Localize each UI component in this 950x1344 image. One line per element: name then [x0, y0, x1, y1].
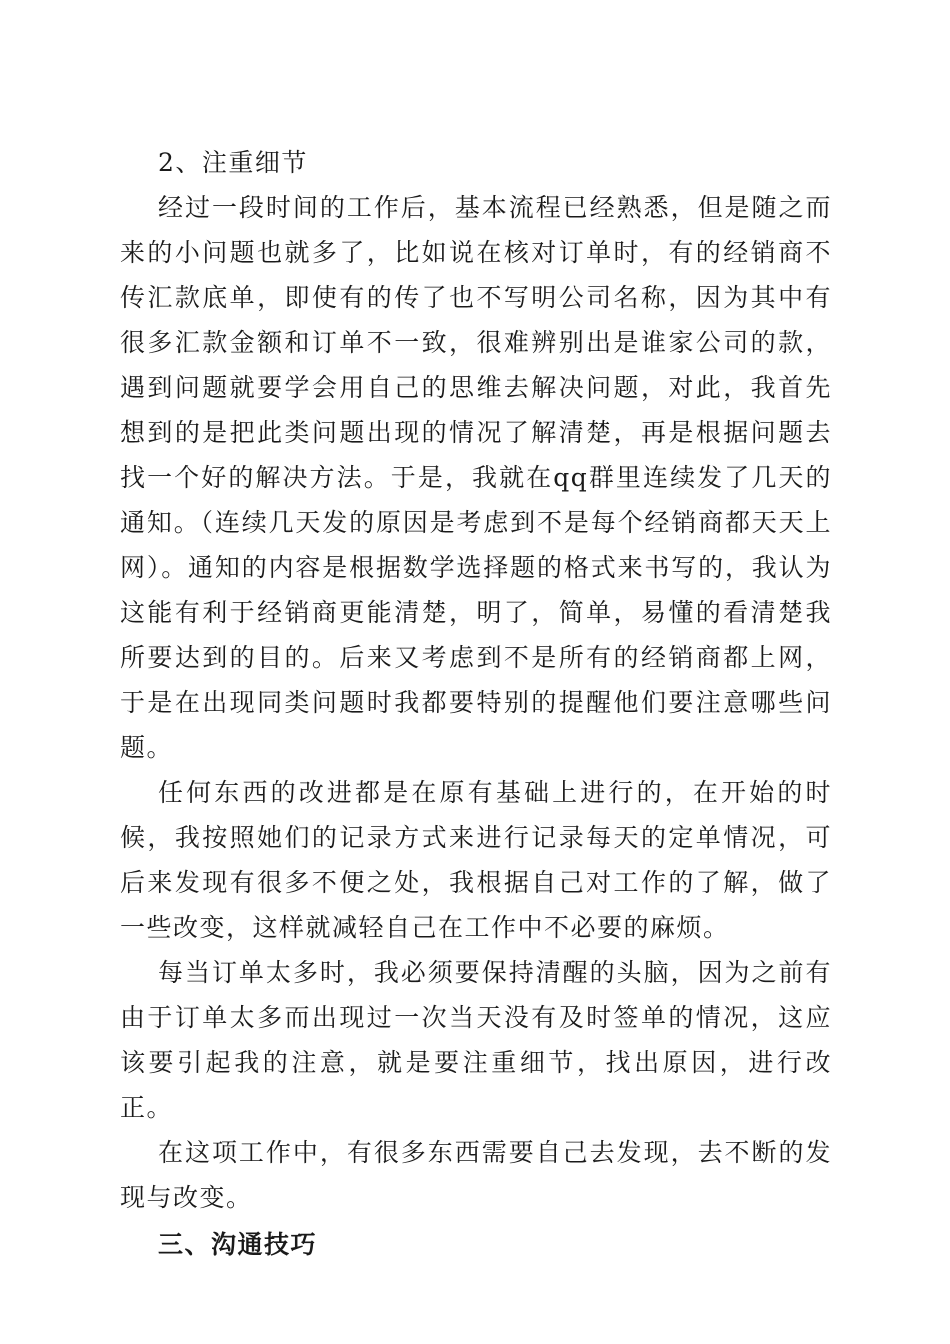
paragraph-4: 在这项工作中，有很多东西需要自己去发现，去不断的发现与改变。	[120, 1138, 832, 1212]
paragraph-3: 每当订单太多时，我必须要保持清醒的头脑，因为之前有由于订单太多而出现过一次当天没有及时签单的情况，这应该要引起我的注意，就是要注重细节，找出原因，进行改正。	[120, 958, 832, 1122]
document-page	[120, 140, 832, 1267]
section-heading: 三、沟通技巧	[158, 1230, 318, 1259]
paragraph-2: 任何东西的改进都是在原有基础上进行的，在开始的时候，我按照她们的记录方式来进行记录每天的定单情况，可后来发现有很多不便之处，我根据自己对工作的了解，做了一些改变，这样就减轻自己在工作中不必要的麻烦。	[120, 778, 832, 942]
subheading: 2、注重细节	[158, 148, 308, 177]
paragraph-1: 经过一段时间的工作后，基本流程已经熟悉，但是随之而来的小问题也就多了，比如说在核对订单时，有的经销商不传汇款底单，即使有的传了也不写明公司名称，因为其中有很多汇款金额和订单不一致，很难辨别出是谁家公司的款，遇到问题就要学会用自己的思维去解决问题，对此，我首先想到的是把此类问题出现的情况了解清楚，再是根据问题去找一个好的解决方法。于是，我就在qq群里连续发了几天的通知。（连续几天发的原因是考虑到不是每个经销商都天天上网）。通知的内容是根据数学选择题的格式来书写的，我认为这能有利于经销商更能清楚，明了，简单，易懂的看清楚我所要达到的目的。后来又考虑到不是所有的经销商都上网，于是在出现同类问题时我都要特别的提醒他们要注意哪些问题。	[120, 193, 832, 762]
